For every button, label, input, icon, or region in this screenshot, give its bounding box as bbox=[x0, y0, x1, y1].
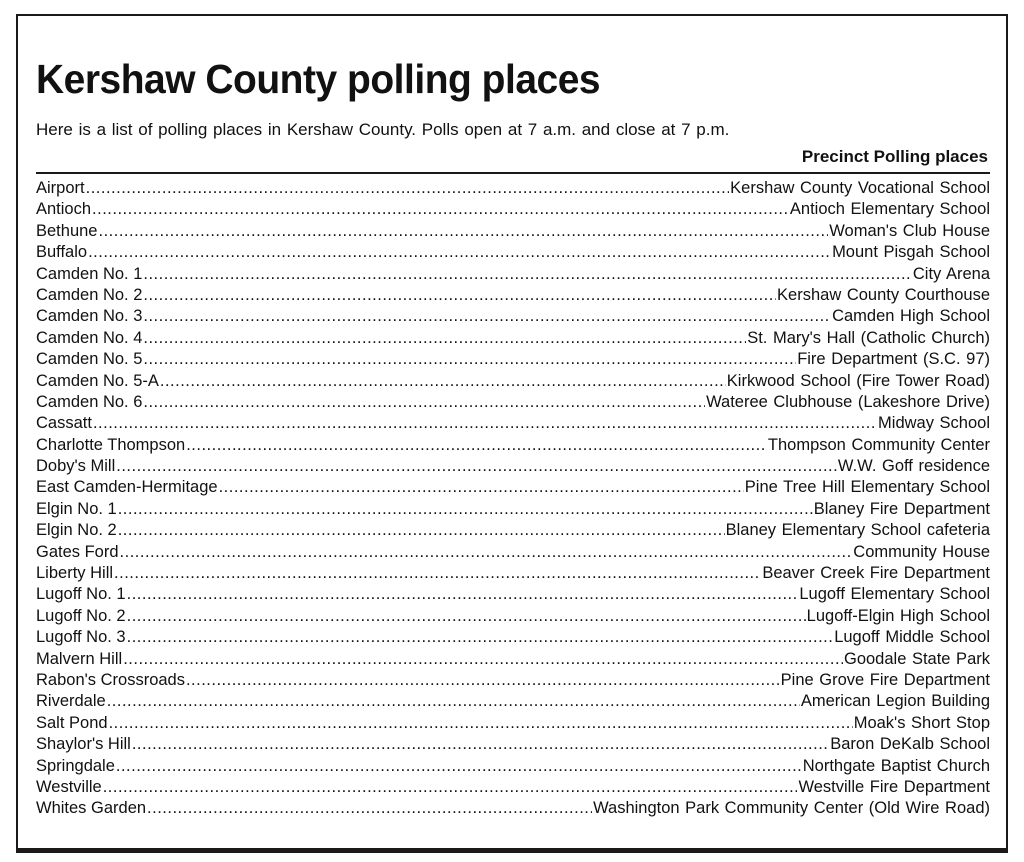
polling-places-list bbox=[36, 178, 990, 820]
precinct-name: Antioch bbox=[36, 200, 92, 219]
list-item bbox=[36, 756, 990, 777]
precinct-name: Camden No. 1 bbox=[36, 264, 143, 283]
list-item bbox=[36, 777, 990, 798]
polling-place: Thompson Community Center bbox=[767, 435, 990, 454]
list-item bbox=[36, 242, 990, 263]
dot-leader bbox=[86, 178, 730, 199]
precinct-name: Shaylor's Hill bbox=[36, 735, 131, 754]
polling-place: Pine Grove Fire Department bbox=[780, 670, 990, 689]
precinct-name: Camden No. 4 bbox=[36, 328, 143, 347]
dot-leader bbox=[118, 499, 813, 520]
dot-leader bbox=[127, 606, 806, 627]
polling-place: Camden High School bbox=[832, 307, 990, 326]
polling-place: Kirkwood School (Fire Tower Road) bbox=[726, 371, 990, 390]
list-item bbox=[36, 713, 990, 734]
polling-place: Mount Pisgah School bbox=[832, 243, 990, 262]
precinct-name: Lugoff No. 1 bbox=[36, 585, 126, 604]
dot-leader bbox=[118, 520, 725, 541]
precinct-name: Gates Ford bbox=[36, 542, 119, 561]
list-item bbox=[36, 734, 990, 755]
list-item bbox=[36, 328, 990, 349]
precinct-name: Camden No. 6 bbox=[36, 392, 143, 411]
polling-place: American Legion Building bbox=[800, 692, 990, 711]
precinct-name: Doby's Mill bbox=[36, 457, 116, 476]
polling-place: Kershaw County Vocational School bbox=[730, 179, 990, 197]
dot-leader bbox=[127, 584, 799, 605]
dot-leader bbox=[116, 756, 802, 777]
dot-leader bbox=[160, 371, 726, 392]
precinct-name: Charlotte Thompson bbox=[36, 435, 186, 454]
list-item bbox=[36, 435, 990, 456]
dot-leader bbox=[186, 670, 780, 691]
dot-leader bbox=[143, 349, 796, 370]
precinct-name: East Camden-Hermitage bbox=[36, 478, 218, 497]
list-item bbox=[36, 413, 990, 434]
list-item bbox=[36, 199, 990, 220]
precinct-name: Springdale bbox=[36, 756, 115, 775]
precinct-name: Cassatt bbox=[36, 414, 92, 433]
list-item bbox=[36, 627, 990, 648]
polling-place: Moak's Short Stop bbox=[853, 713, 990, 732]
list-item bbox=[36, 306, 990, 327]
polling-place: Lugoff Elementary School bbox=[799, 585, 990, 604]
precinct-name: Liberty Hill bbox=[36, 564, 114, 583]
page-title: Kershaw County polling places bbox=[36, 56, 601, 102]
polling-place: Pine Tree Hill Elementary School bbox=[744, 478, 990, 497]
polling-place: Lugoff Middle School bbox=[834, 628, 990, 647]
list-item bbox=[36, 670, 990, 691]
polling-place: W.W. Goff residence bbox=[837, 457, 990, 476]
polling-place: Northgate Baptist Church bbox=[802, 756, 990, 775]
precinct-name: Camden No. 5-A bbox=[36, 371, 159, 390]
polling-place: Washington Park Community Center (Old Wire Road) bbox=[593, 799, 990, 818]
polling-place: Westville Fire Department bbox=[798, 777, 990, 796]
dot-leader bbox=[88, 242, 831, 263]
polling-place: Blaney Elementary School cafeteria bbox=[725, 521, 990, 540]
dot-leader bbox=[143, 264, 911, 285]
list-item bbox=[36, 178, 990, 199]
precinct-name: Camden No. 2 bbox=[36, 285, 143, 304]
list-item bbox=[36, 371, 990, 392]
column-header: Precinct Polling places bbox=[801, 147, 988, 166]
precinct-name: Elgin No. 1 bbox=[36, 499, 117, 518]
intro-text: Here is a list of polling places in Kershaw County. Polls open at 7 a.m. and close at 7 p.m. bbox=[36, 120, 730, 139]
list-item bbox=[36, 477, 990, 498]
list-item bbox=[36, 499, 990, 520]
polling-place: Community House bbox=[853, 542, 990, 561]
polling-place: Woman's Club House bbox=[829, 221, 990, 240]
list-item bbox=[36, 649, 990, 670]
polling-place: Baron DeKalb School bbox=[830, 735, 990, 754]
list-item bbox=[36, 285, 990, 306]
dot-leader bbox=[107, 691, 800, 712]
polling-place: Kershaw County Courthouse bbox=[777, 285, 990, 304]
dot-leader bbox=[143, 285, 776, 306]
polling-place: Wateree Clubhouse (Lakeshore Drive) bbox=[706, 392, 990, 411]
list-item bbox=[36, 542, 990, 563]
precinct-name: Salt Pond bbox=[36, 713, 108, 732]
polling-place: Blaney Fire Department bbox=[813, 499, 990, 518]
dot-leader bbox=[143, 328, 746, 349]
polling-place: Midway School bbox=[878, 414, 990, 433]
list-item bbox=[36, 584, 990, 605]
precinct-name: Malvern Hill bbox=[36, 649, 123, 668]
dot-leader bbox=[93, 413, 877, 434]
precinct-name: Camden No. 5 bbox=[36, 350, 143, 369]
dot-leader bbox=[147, 798, 592, 819]
polling-place: City Arena bbox=[912, 264, 990, 283]
dot-leader bbox=[103, 777, 798, 798]
polling-place: Beaver Creek Fire Department bbox=[762, 564, 990, 583]
list-item bbox=[36, 798, 990, 819]
precinct-name: Elgin No. 2 bbox=[36, 521, 117, 540]
dot-leader bbox=[120, 542, 853, 563]
dot-leader bbox=[143, 306, 831, 327]
polling-place: Goodale State Park bbox=[843, 649, 990, 668]
precinct-name: Lugoff No. 2 bbox=[36, 606, 126, 625]
precinct-name: Rabon's Crossroads bbox=[36, 670, 185, 689]
precinct-name: Camden No. 3 bbox=[36, 307, 143, 326]
list-item bbox=[36, 691, 990, 712]
precinct-name: Riverdale bbox=[36, 692, 106, 711]
dot-leader bbox=[132, 734, 829, 755]
dot-leader bbox=[92, 199, 789, 220]
dot-leader bbox=[143, 392, 705, 413]
dot-leader bbox=[98, 221, 828, 242]
list-item bbox=[36, 563, 990, 584]
header-rule bbox=[36, 172, 990, 174]
list-item bbox=[36, 221, 990, 242]
precinct-name: Buffalo bbox=[36, 243, 88, 262]
dot-leader bbox=[114, 563, 761, 584]
precinct-name: Lugoff No. 3 bbox=[36, 628, 126, 647]
dot-leader bbox=[127, 627, 834, 648]
polling-place: Antioch Elementary School bbox=[789, 200, 990, 219]
dot-leader bbox=[123, 649, 843, 670]
polling-place: Lugoff-Elgin High School bbox=[806, 606, 990, 625]
dot-leader bbox=[116, 456, 837, 477]
polling-place: Fire Department (S.C. 97) bbox=[797, 350, 990, 369]
polling-place: St. Mary's Hall (Catholic Church) bbox=[747, 328, 990, 347]
precinct-name: Bethune bbox=[36, 221, 98, 240]
precinct-name: Westville bbox=[36, 777, 102, 796]
dot-leader bbox=[109, 713, 853, 734]
list-item bbox=[36, 456, 990, 477]
precinct-name: Whites Garden bbox=[36, 799, 147, 818]
list-item bbox=[36, 264, 990, 285]
list-item bbox=[36, 392, 990, 413]
precinct-name: Airport bbox=[36, 179, 85, 197]
list-item bbox=[36, 520, 990, 541]
dot-leader bbox=[186, 435, 767, 456]
dot-leader bbox=[219, 477, 744, 498]
article-frame bbox=[16, 14, 1008, 850]
list-item bbox=[36, 349, 990, 370]
list-item bbox=[36, 606, 990, 627]
